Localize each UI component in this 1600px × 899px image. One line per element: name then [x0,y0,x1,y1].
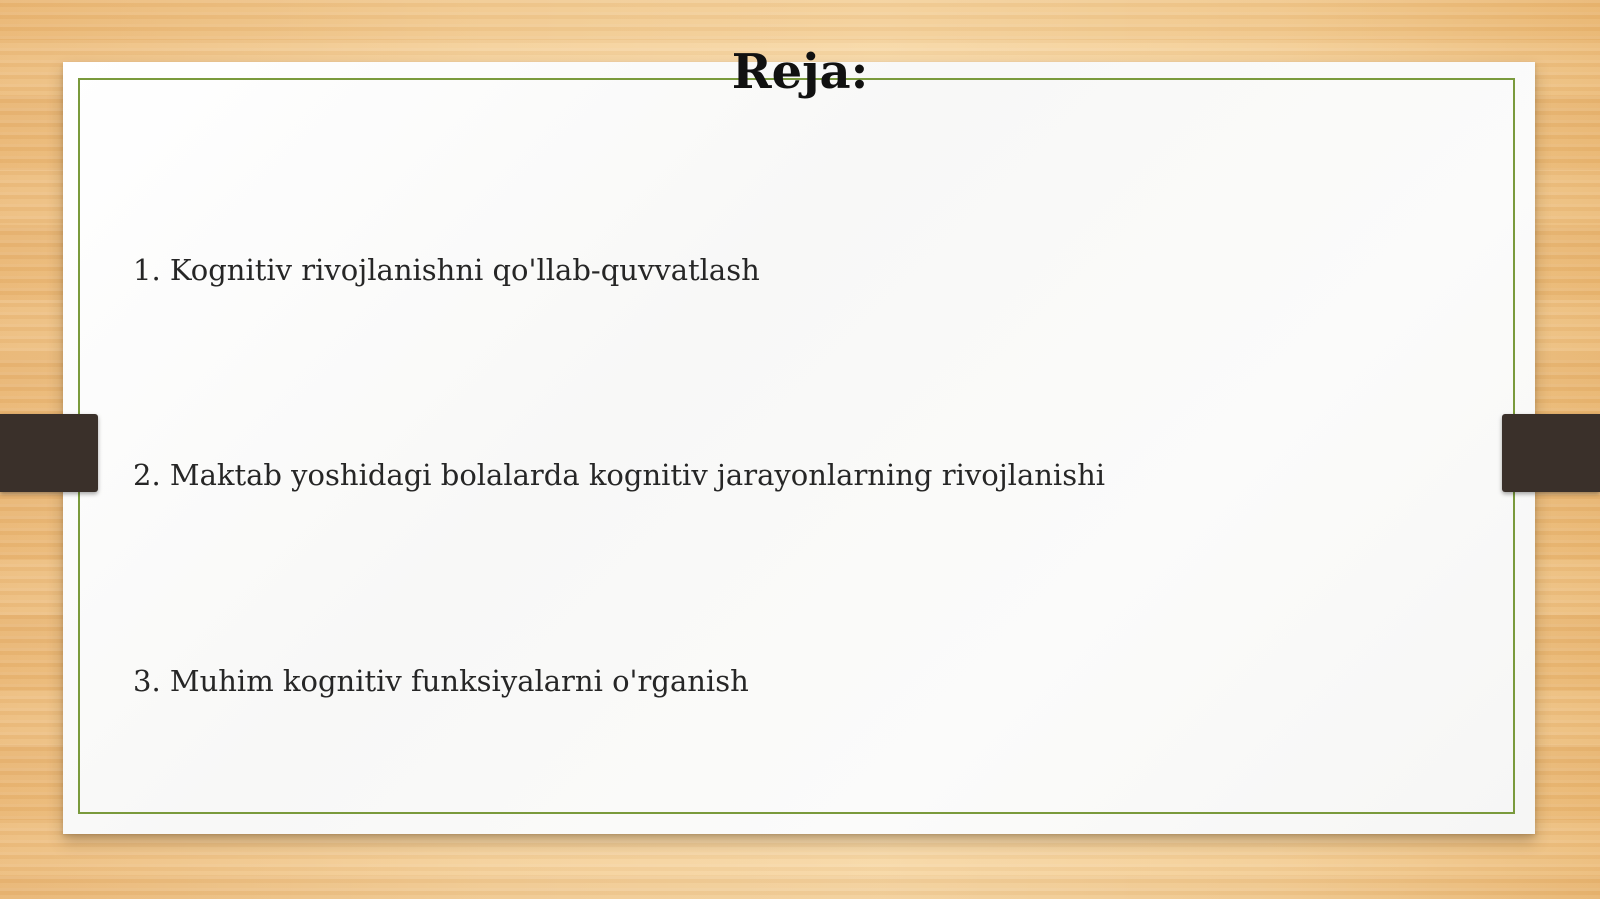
plan-item-1: 1. Kognitiv rivojlanishni qo'llab-quvvatlash [133,253,760,287]
slide-title: Reja: [731,44,869,100]
slide-card [63,62,1535,834]
plan-item-2: 2. Maktab yoshidagi bolalarda kognitiv jarayonlarning rivojlanishi [133,458,1106,492]
left-binder-clip [0,414,98,492]
plan-item-3: 3. Muhim kognitiv funksiyalarni o'rganish [133,664,749,698]
right-binder-clip [1502,414,1600,492]
slide-frame-border [78,78,1515,814]
